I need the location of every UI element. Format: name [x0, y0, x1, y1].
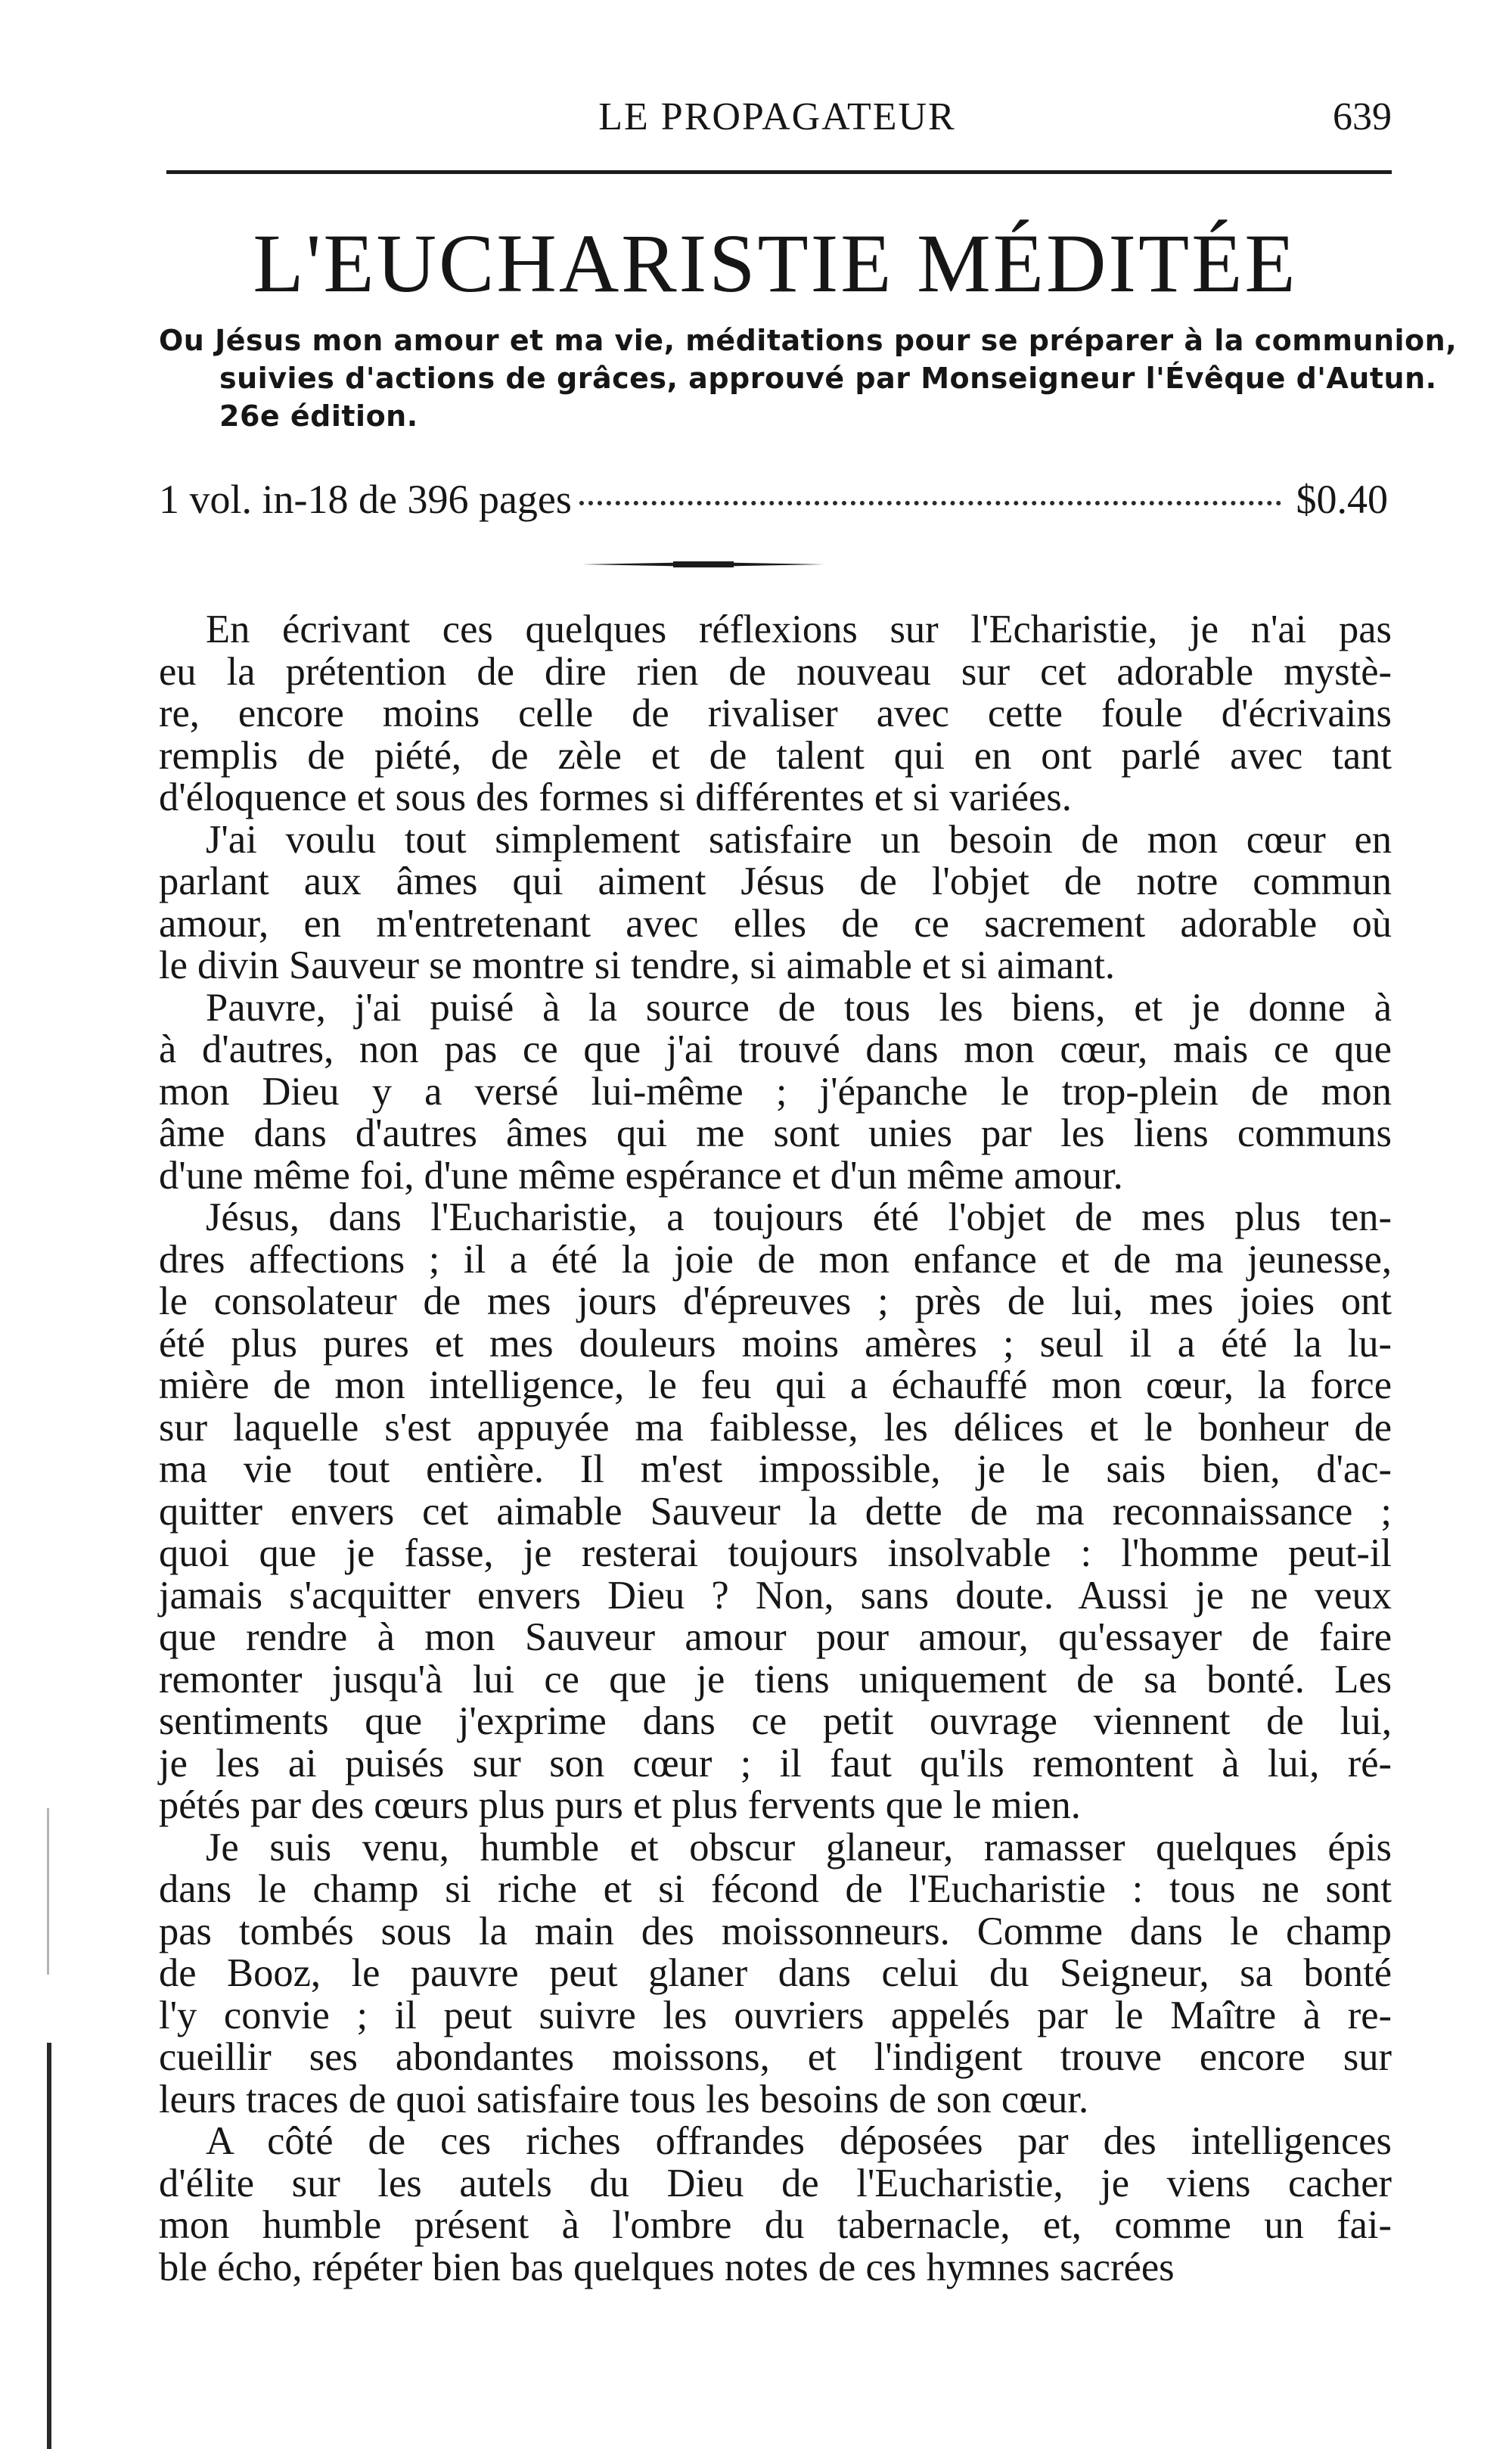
text-line: Pauvre, j'ai puisé à la source de tous les biens, et je donne à	[206, 985, 1392, 1030]
text-line: mière de mon intelligence, le feu qui a échauffé mon cœur, la force	[159, 1363, 1392, 1407]
text-line: sur laquelle s'est appuyée ma faiblesse, les délices et le bonheur de	[159, 1405, 1392, 1450]
header-rule	[166, 170, 1392, 174]
dot-leader	[579, 501, 1281, 505]
text-line: parlant aux âmes qui aiment Jésus de l'objet de notre commun	[159, 859, 1392, 903]
text-line: jamais s'acquitter envers Dieu ? Non, sans doute. Aussi je ne veux	[159, 1573, 1392, 1618]
text-line: de Booz, le pauvre peut glaner dans celui du Seigneur, sa bonté	[159, 1951, 1392, 1995]
running-title: LE PROPAGATEUR	[598, 95, 956, 138]
text-line: leurs traces de quoi satisfaire tous les besoins de son cœur.	[159, 2077, 1089, 2121]
book-format: 1 vol. in-18 de 396 pages	[159, 477, 572, 522]
text-line: le consolateur de mes jours d'épreuves ; près de lui, mes joies ont	[159, 1279, 1392, 1323]
text-line: ma vie tout entière. Il m'est impossible, je le sais bien, d'ac-	[159, 1447, 1392, 1491]
text-line: été plus pures et mes douleurs moins amères ; seul il a été la lu-	[159, 1321, 1392, 1366]
text-line: âme dans d'autres âmes qui me sont unies par les liens communs	[159, 1111, 1392, 1155]
body-text	[159, 609, 1392, 2289]
text-line: pas tombés sous la main des moissonneurs. Comme dans le champ	[159, 1909, 1392, 1953]
text-line: que rendre à mon Sauveur amour pour amour, qu'essayer de faire	[159, 1615, 1392, 1659]
ornament-rule	[582, 560, 824, 569]
text-line: d'élite sur les autels du Dieu de l'Eucharistie, je viens cacher	[159, 2161, 1392, 2205]
text-line: ble écho, répéter bien bas quelques notes de ces hymnes sacrées	[159, 2245, 1175, 2289]
text-line: je les ai puisés sur son cœur ; il faut qu'ils remontent à lui, ré-	[159, 1741, 1392, 1785]
description-line: suivies d'actions de grâces, approuvé par Monseigneur l'Évêque d'Autun.	[219, 362, 1437, 395]
text-line: d'éloquence et sous des formes si différentes et si variées.	[159, 775, 1072, 819]
text-line: eu la prétention de dire rien de nouveau sur cet adorable mystè-	[159, 649, 1392, 694]
margin-mark	[47, 2043, 51, 2449]
text-line: J'ai voulu tout simplement satisfaire un besoin de mon cœur en	[206, 817, 1392, 862]
margin-mark	[47, 1808, 49, 1975]
text-line: re, encore moins celle de rivaliser avec cette foule d'écrivains	[159, 692, 1392, 735]
text-line: quitter envers cet aimable Sauveur la dette de ma reconnaissance ;	[159, 1489, 1392, 1534]
text-line: cueillir ses abondantes moissons, et l'indigent trouve encore sur	[159, 2035, 1392, 2079]
book-price: $0.40	[1296, 477, 1388, 522]
text-line: Je suis venu, humble et obscur glaneur, ramasser quelques épis	[206, 1825, 1392, 1869]
text-line: le divin Sauveur se montre si tendre, si aimable et si aimant.	[159, 943, 1116, 987]
description-line: Ou Jésus mon amour et ma vie, méditations pour se préparer à la communion,	[159, 324, 1458, 357]
text-line: remonter jusqu'à lui ce que je tiens uniquement de sa bonté. Les	[159, 1657, 1392, 1702]
text-line: remplis de piété, de zèle et de talent qui en ont parlé avec tant	[159, 733, 1392, 778]
text-line: Jésus, dans l'Eucharistie, a toujours été l'objet de mes plus ten-	[206, 1195, 1392, 1239]
page-number: 639	[1333, 95, 1392, 138]
text-line: A côté de ces riches offrandes déposées par des intelligences	[206, 2119, 1392, 2163]
text-line: quoi que je fasse, je resterai toujours insolvable : l'homme peut-il	[159, 1531, 1392, 1575]
text-line: à d'autres, non pas ce que j'ai trouvé dans mon cœur, mais ce que	[159, 1027, 1392, 1071]
text-line: l'y convie ; il peut suivre les ouvriers appelés par le Maître à re-	[159, 1993, 1392, 2037]
text-line: mon humble présent à l'ombre du tabernacle, et, comme un fai-	[159, 2203, 1392, 2247]
running-head	[163, 87, 1392, 148]
text-line: mon Dieu y a versé lui-même ; j'épanche le trop-plein de mon	[159, 1069, 1392, 1114]
price-line	[159, 469, 1388, 530]
text-line: d'une même foi, d'une même espérance et d'un même amour.	[159, 1153, 1123, 1198]
text-line: En écrivant ces quelques réflexions sur l'Echaristie, je n'ai pas	[206, 608, 1392, 651]
text-line: sentiments que j'exprime dans ce petit ouvrage viennent de lui,	[159, 1699, 1392, 1743]
text-line: pétés par des cœurs plus purs et plus fervents que le mien.	[159, 1783, 1081, 1827]
book-title: L'EUCHARISTIE MÉDITÉE	[253, 217, 1298, 309]
book-description	[159, 322, 1458, 435]
description-line: 26e édition.	[219, 399, 418, 433]
text-line: dres affections ; il a été la joie de mon enfance et de ma jeunesse,	[159, 1237, 1392, 1282]
text-line: amour, en m'entretenant avec elles de ce sacrement adorable où	[159, 901, 1392, 946]
text-line: dans le champ si riche et si fécond de l'Eucharistie : tous ne sont	[159, 1867, 1392, 1911]
